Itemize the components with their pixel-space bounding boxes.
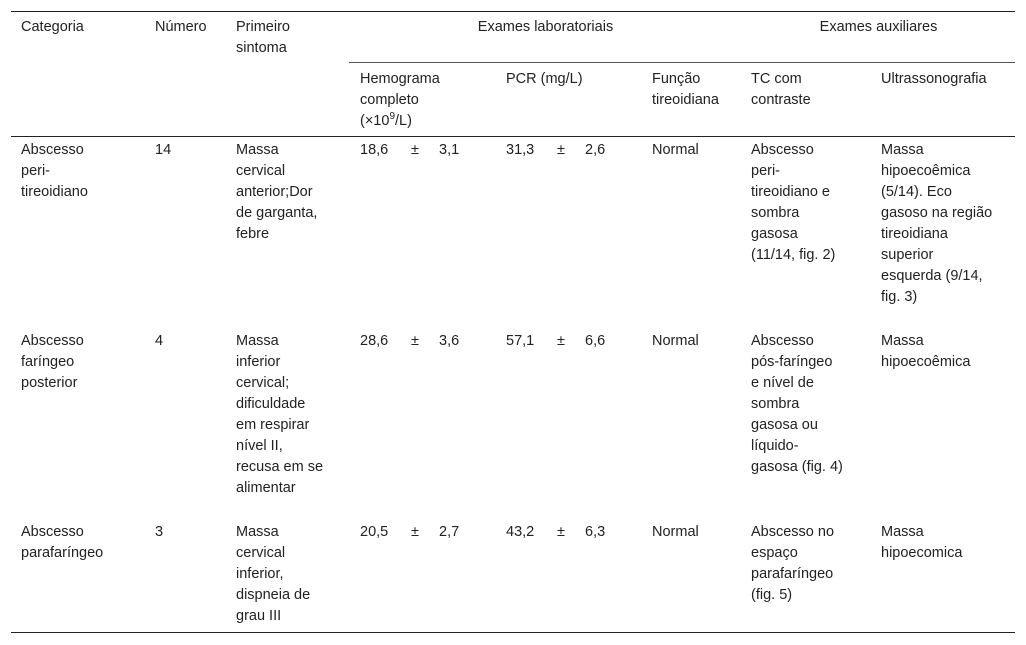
row3-pcr-mean: 43,2 (506, 524, 535, 540)
header-hemograma-superscript: 9 (389, 111, 395, 123)
row2-categoria: Abscesso faríngeo posterior (21, 333, 84, 391)
row1-hemograma-pm: ± (411, 142, 419, 158)
row1-funcao: Normal (652, 142, 699, 158)
row3-pcr-pm: ± (557, 524, 565, 540)
header-hemograma-main: Hemograma completo (×10 (360, 71, 440, 129)
row2-ultrassonografia: Massa hipoecoêmica (881, 333, 971, 370)
row2-pcr-pm: ± (557, 333, 565, 349)
header-funcao-tireoidiana: Função tireoidiana (652, 71, 719, 108)
row1-ultrassonografia: Massa hipoecoêmica (5/14). Eco gasoso na região tireoidiana superior esquerda (9/14, fig. 3) (881, 142, 993, 305)
group-header-rule (349, 62, 1015, 63)
row3-categoria: Abscesso parafaríngeo (21, 524, 104, 561)
row3-numero: 3 (155, 524, 164, 540)
row2-sintoma: Massa inferior cervical; dificuldade em respirar nível II, recusa em se alimentar (236, 333, 324, 496)
row1-numero: 14 (155, 142, 172, 158)
header-primeiro-sintoma: Primeiro sintoma (236, 19, 290, 56)
row2-funcao: Normal (652, 333, 699, 349)
row2-tc: Abscesso pós-faríngeo e nível de sombra gasosa ou líquido-gasosa (fig. 4) (751, 333, 843, 475)
header-exames-auxiliares: Exames auxiliares (819, 19, 938, 35)
header-pcr: PCR (mg/L) (506, 71, 583, 87)
header-numero: Número (155, 19, 207, 35)
table-bottom-rule (11, 632, 1015, 633)
row1-pcr-pm: ± (557, 142, 565, 158)
row3-hemograma-sd: 2,7 (439, 524, 460, 540)
header-bottom-rule (11, 136, 1015, 137)
row1-sintoma: Massa cervical anterior;Dor de garganta, febre (236, 142, 318, 242)
row2-pcr-sd: 6,6 (585, 333, 606, 349)
row3-hemograma-mean: 20,5 (360, 524, 389, 540)
row3-funcao: Normal (652, 524, 699, 540)
row2-numero: 4 (155, 333, 164, 349)
top-rule (11, 11, 1015, 12)
row1-pcr-mean: 31,3 (506, 142, 535, 158)
header-exames-laboratoriais: Exames laboratoriais (477, 19, 614, 35)
header-hemograma-tail: /L) (395, 113, 412, 129)
header-tc-contraste: TC com contraste (751, 71, 811, 108)
row1-pcr-sd: 2,6 (585, 142, 606, 158)
row2-hemograma-pm: ± (411, 333, 419, 349)
row2-hemograma-mean: 28,6 (360, 333, 389, 349)
row1-hemograma-sd: 3,1 (439, 142, 460, 158)
row3-tc: Abscesso no espaço parafaríngeo (fig. 5) (751, 524, 835, 603)
row1-tc: Abscesso peri-tireoidiano e sombra gasosa (11/14, fig. 2) (751, 142, 836, 263)
header-ultrassonografia: Ultrassonografia (881, 71, 987, 87)
row3-pcr-sd: 6,3 (585, 524, 606, 540)
row1-categoria: Abscesso peri-tireoidiano (21, 142, 88, 200)
row1-hemograma-mean: 18,6 (360, 142, 389, 158)
header-categoria: Categoria (21, 19, 84, 35)
row3-sintoma: Massa cervical inferior, dispneia de grau III (236, 524, 311, 624)
row2-hemograma-sd: 3,6 (439, 333, 460, 349)
row3-ultrassonografia: Massa hipoecomica (881, 524, 963, 561)
row3-hemograma-pm: ± (411, 524, 419, 540)
header-hemograma (360, 69, 460, 132)
row2-pcr-mean: 57,1 (506, 333, 535, 349)
